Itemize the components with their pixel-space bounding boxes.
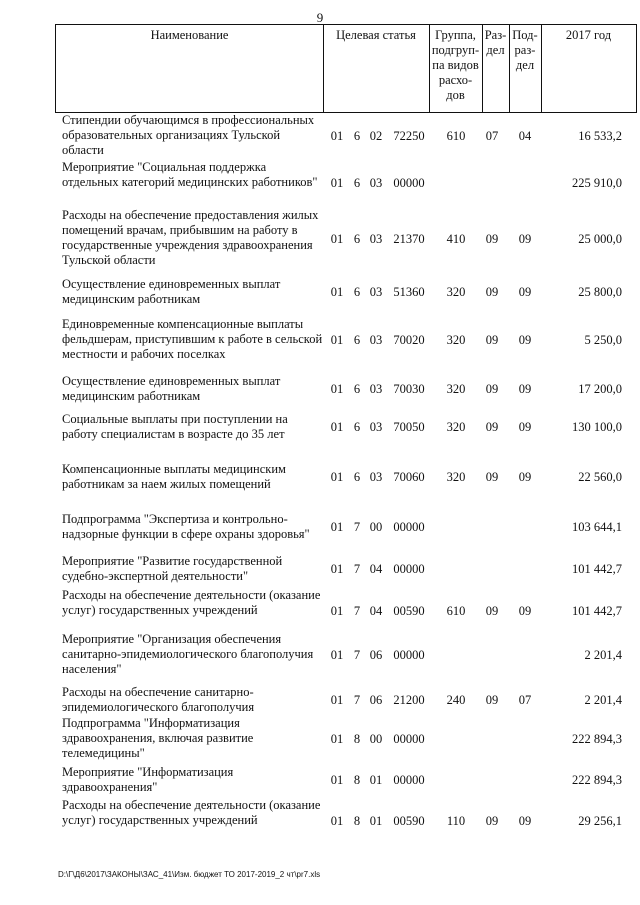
target-event: 06 (369, 693, 383, 707)
target-event: 00 (369, 732, 383, 746)
target-program: 01 (330, 520, 344, 534)
target-event: 00 (369, 520, 383, 534)
header-group: Группа, подгруп- па видов расхо- дов (431, 28, 480, 102)
table-row (0, 588, 640, 633)
target-subprogram: 6 (353, 382, 361, 396)
target-program: 01 (330, 285, 344, 299)
target-direction: 21200 (393, 693, 425, 707)
target-program: 01 (330, 814, 344, 828)
row-name: Осуществление единовременных выплат медицинским работникам (62, 277, 281, 306)
row-section: 09 (485, 382, 499, 396)
target-direction: 00000 (393, 520, 425, 534)
row-name: Мероприятие "Организация обеспечения санитарно-эпидемиологического благополучия населения" (62, 632, 314, 676)
row-sum: 16 533,2 (578, 129, 622, 143)
target-direction: 00000 (393, 773, 425, 787)
target-event: 04 (369, 562, 383, 576)
row-sum: 101 442,7 (572, 604, 622, 618)
row-subsection: 09 (518, 232, 532, 246)
target-program: 01 (330, 604, 344, 618)
table-row (0, 512, 640, 542)
table-row (0, 412, 640, 442)
table-row (0, 462, 640, 492)
table-header (55, 24, 637, 113)
row-name: Единовременные компенсационные выплаты фельдшерам, приступившим к работе в сельской местности и рабочих поселках (62, 317, 323, 361)
row-subsection: 09 (518, 382, 532, 396)
table-row (0, 277, 640, 307)
row-sum: 2 201,4 (584, 693, 622, 707)
row-section: 09 (485, 470, 499, 484)
target-direction: 51360 (393, 285, 425, 299)
row-sum: 101 442,7 (572, 562, 622, 576)
target-event: 03 (369, 333, 383, 347)
target-event: 06 (369, 648, 383, 662)
table-row (0, 798, 640, 843)
target-direction: 00590 (393, 814, 425, 828)
page-number: 9 (316, 10, 324, 25)
header-name: Наименование (150, 28, 229, 42)
target-subprogram: 6 (353, 232, 361, 246)
target-direction: 00000 (393, 176, 425, 190)
target-event: 01 (369, 773, 383, 787)
target-subprogram: 6 (353, 420, 361, 434)
table-row (0, 554, 640, 584)
row-sum: 2 201,4 (584, 648, 622, 662)
row-group: 610 (446, 604, 466, 618)
row-name: Социальные выплаты при поступлении на работу специалистам в возрасте до 35 лет (62, 412, 288, 441)
target-program: 01 (330, 420, 344, 434)
table-row (0, 765, 640, 795)
target-event: 03 (369, 232, 383, 246)
target-direction: 00000 (393, 648, 425, 662)
row-section: 07 (485, 129, 499, 143)
row-name: Компенсационные выплаты медицинским работникам за наем жилых помещений (62, 462, 286, 491)
row-name: Осуществление единовременных выплат медицинским работникам (62, 374, 281, 403)
row-group: 320 (446, 470, 466, 484)
row-subsection: 09 (518, 814, 532, 828)
target-subprogram: 8 (353, 773, 361, 787)
row-group: 110 (446, 814, 466, 828)
target-direction: 70050 (393, 420, 425, 434)
row-subsection: 09 (518, 470, 532, 484)
row-subsection: 09 (518, 420, 532, 434)
row-sum: 222 894,3 (572, 732, 622, 746)
target-subprogram: 6 (353, 129, 361, 143)
target-program: 01 (330, 382, 344, 396)
target-program: 01 (330, 732, 344, 746)
target-subprogram: 7 (353, 604, 361, 618)
target-event: 03 (369, 176, 383, 190)
table-row (0, 113, 640, 158)
target-event: 03 (369, 420, 383, 434)
target-program: 01 (330, 129, 344, 143)
row-subsection: 07 (518, 693, 532, 707)
target-direction: 21370 (393, 232, 425, 246)
target-subprogram: 8 (353, 814, 361, 828)
row-subsection: 09 (518, 285, 532, 299)
row-group: 320 (446, 285, 466, 299)
target-direction: 00590 (393, 604, 425, 618)
target-direction: 00000 (393, 562, 425, 576)
row-name: Расходы на обеспечение деятельности (оказание услуг) государственных учреждений (62, 798, 321, 827)
header-subsection: Под- раз- дел (512, 28, 538, 72)
table-row (0, 685, 640, 715)
target-direction: 70030 (393, 382, 425, 396)
header-year: 2017 год (565, 28, 612, 42)
row-group: 320 (446, 333, 466, 347)
table-row (0, 317, 640, 362)
row-name: Мероприятие "Информатизация здравоохранения" (62, 765, 234, 794)
row-group: 240 (446, 693, 466, 707)
target-event: 02 (369, 129, 383, 143)
file-path-footer: D:\Г\Д6\2017\ЗАКОНЫ\ЗАС_41\Изм. бюджет ТО 2017-2019_2 чт\pr7.xls (58, 870, 321, 879)
table-row (0, 716, 640, 761)
target-direction: 70020 (393, 333, 425, 347)
row-section: 09 (485, 814, 499, 828)
row-name: Мероприятие "Социальная поддержка отдельных категорий медицинских работников" (62, 160, 318, 189)
header-section: Раз- дел (484, 28, 507, 57)
row-name: Расходы на обеспечение деятельности (оказание услуг) государственных учреждений (62, 588, 321, 617)
row-name: Расходы на обеспечение предоставления жилых помещений врачам, прибывшим на работу в государственные учреждения здравоохранения Тульской области (62, 208, 319, 267)
target-event: 01 (369, 814, 383, 828)
row-subsection: 09 (518, 604, 532, 618)
target-subprogram: 7 (353, 562, 361, 576)
row-sum: 225 910,0 (572, 176, 622, 190)
row-section: 09 (485, 285, 499, 299)
target-program: 01 (330, 648, 344, 662)
target-subprogram: 7 (353, 693, 361, 707)
row-group: 610 (446, 129, 466, 143)
row-section: 09 (485, 333, 499, 347)
row-sum: 25 800,0 (578, 285, 622, 299)
row-group: 320 (446, 420, 466, 434)
row-sum: 22 560,0 (578, 470, 622, 484)
row-subsection: 09 (518, 333, 532, 347)
table-row (0, 374, 640, 404)
row-subsection: 04 (518, 129, 532, 143)
row-name: Стипендии обучающимся в профессиональных образовательных организациях Тульской области (62, 113, 315, 157)
header-target: Целевая статья (336, 28, 416, 42)
target-program: 01 (330, 176, 344, 190)
target-program: 01 (330, 232, 344, 246)
target-subprogram: 6 (353, 285, 361, 299)
row-sum: 130 100,0 (572, 420, 622, 434)
row-sum: 17 200,0 (578, 382, 622, 396)
row-name: Мероприятие "Развитие государственной судебно-экспертной деятельности" (62, 554, 283, 583)
row-sum: 222 894,3 (572, 773, 622, 787)
row-name: Расходы на обеспечение санитарно-эпидемиологического благополучия (62, 685, 255, 714)
row-name: Подпрограмма "Информатизация здравоохранения, включая развитие телемедицины" (62, 716, 254, 760)
row-group: 320 (446, 382, 466, 396)
target-event: 03 (369, 382, 383, 396)
target-subprogram: 6 (353, 333, 361, 347)
row-sum: 103 644,1 (572, 520, 622, 534)
target-program: 01 (330, 333, 344, 347)
target-subprogram: 7 (353, 648, 361, 662)
target-subprogram: 8 (353, 732, 361, 746)
target-program: 01 (330, 693, 344, 707)
row-section: 09 (485, 693, 499, 707)
target-program: 01 (330, 470, 344, 484)
table-row (0, 632, 640, 677)
target-program: 01 (330, 562, 344, 576)
target-subprogram: 6 (353, 470, 361, 484)
target-subprogram: 7 (353, 520, 361, 534)
row-name: Подпрограмма "Экспертиза и контрольно-надзорные функции в сфере охраны здоровья" (62, 512, 310, 541)
target-event: 03 (369, 285, 383, 299)
row-section: 09 (485, 604, 499, 618)
target-direction: 70060 (393, 470, 425, 484)
row-section: 09 (485, 232, 499, 246)
row-group: 410 (446, 232, 466, 246)
target-subprogram: 6 (353, 176, 361, 190)
table-row (0, 208, 640, 270)
table-row (0, 160, 640, 205)
target-direction: 00000 (393, 732, 425, 746)
target-program: 01 (330, 773, 344, 787)
target-direction: 72250 (393, 129, 425, 143)
row-section: 09 (485, 420, 499, 434)
row-sum: 5 250,0 (584, 333, 622, 347)
row-sum: 25 000,0 (578, 232, 622, 246)
row-sum: 29 256,1 (578, 814, 622, 828)
target-event: 03 (369, 470, 383, 484)
target-event: 04 (369, 604, 383, 618)
